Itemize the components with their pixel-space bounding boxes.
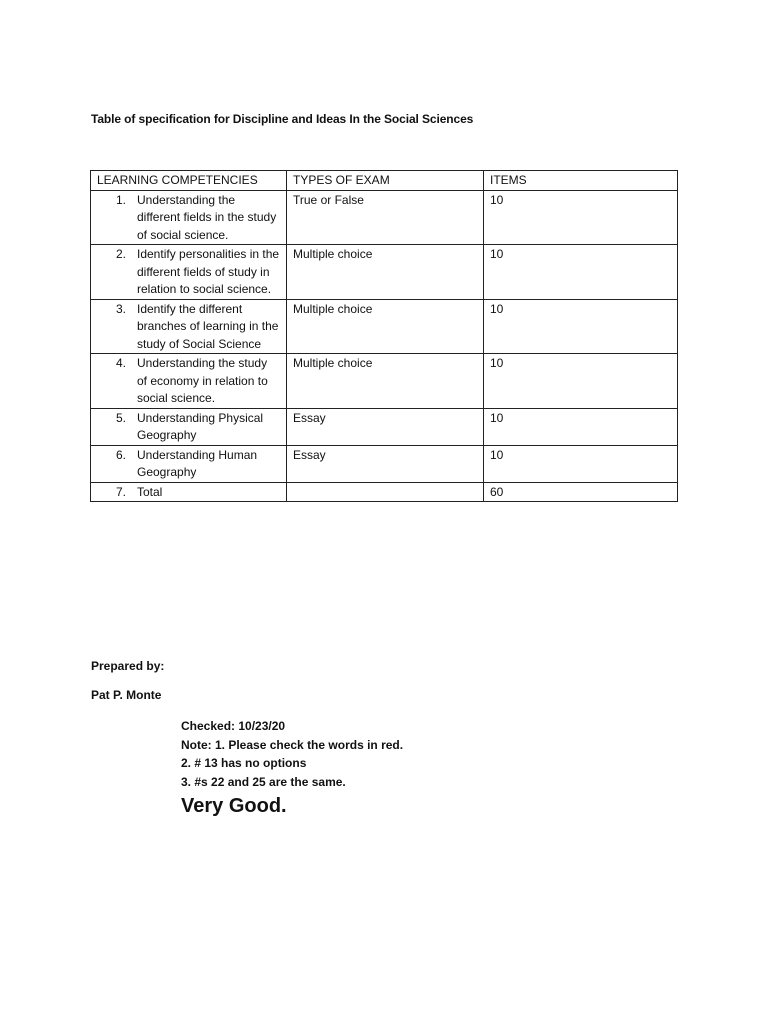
note-line: 3. #s 22 and 25 are the same. — [181, 774, 346, 789]
table-row — [91, 190, 678, 245]
competency-cell — [91, 245, 287, 300]
document-title: Table of specification for Discipline and Ideas In the Social Sciences — [91, 112, 474, 126]
specification-table — [90, 170, 678, 502]
competency-text: Identify the different branches of learning in the study of Social Science — [137, 301, 279, 351]
items-cell: 10 — [484, 408, 678, 445]
competency-text: Understanding Human Geography — [137, 447, 258, 479]
header-items: ITEMS — [484, 171, 678, 191]
competency-number: 1. — [115, 192, 126, 207]
prepared-by-label: Prepared by: — [91, 659, 165, 673]
checked-date: Checked: 10/23/20 — [181, 719, 286, 733]
competency-cell — [91, 299, 287, 354]
competency-cell — [91, 482, 287, 502]
table-row — [91, 245, 678, 300]
header-learning-competencies: LEARNING COMPETENCIES — [91, 171, 287, 191]
competency-text: Identify personalities in the different fields of study in relation to social science. — [137, 247, 280, 296]
note-line: 2. # 13 has no options — [181, 756, 307, 770]
table-row-total — [91, 482, 678, 502]
table-row — [91, 445, 678, 482]
items-cell: 60 — [484, 482, 678, 502]
competency-text: Understanding Physical Geography — [137, 410, 264, 442]
competency-cell — [91, 354, 287, 409]
exam-type-cell: Multiple choice — [287, 245, 484, 300]
competency-number: 7. — [115, 484, 126, 499]
table-row — [91, 299, 678, 354]
exam-type-cell: Essay — [287, 408, 484, 445]
competency-text: Understanding the study of economy in relation to social science. — [137, 356, 268, 405]
exam-type-cell: True or False — [287, 190, 484, 245]
exam-type-cell: Multiple choice — [287, 354, 484, 409]
checker-notes — [181, 717, 403, 791]
competency-cell — [91, 408, 287, 445]
header-types-of-exam: TYPES OF EXAM — [287, 171, 484, 191]
note-line: Note: 1. Please check the words in red. — [181, 737, 404, 752]
competency-cell — [91, 445, 287, 482]
items-cell: 10 — [484, 354, 678, 409]
competency-number: 4. — [115, 356, 126, 370]
exam-type-cell — [287, 482, 484, 502]
preparer-name: Pat P. Monte — [91, 688, 162, 702]
competency-cell — [91, 190, 287, 245]
exam-type-cell: Multiple choice — [287, 299, 484, 354]
items-cell: 10 — [484, 299, 678, 354]
remark-very-good: Very Good. — [181, 795, 287, 817]
competency-number: 2. — [115, 247, 126, 261]
items-cell: 10 — [484, 190, 678, 245]
items-cell: 10 — [484, 445, 678, 482]
table-row — [91, 354, 678, 409]
competency-text: Understanding the different fields in the study of social science. — [137, 192, 277, 242]
items-cell: 10 — [484, 245, 678, 300]
competency-number: 3. — [115, 301, 126, 316]
competency-text: Total — [137, 484, 163, 499]
table-header-row — [91, 171, 678, 191]
table-row — [91, 408, 678, 445]
competency-number: 5. — [115, 410, 126, 425]
competency-number: 6. — [115, 447, 126, 462]
exam-type-cell: Essay — [287, 445, 484, 482]
